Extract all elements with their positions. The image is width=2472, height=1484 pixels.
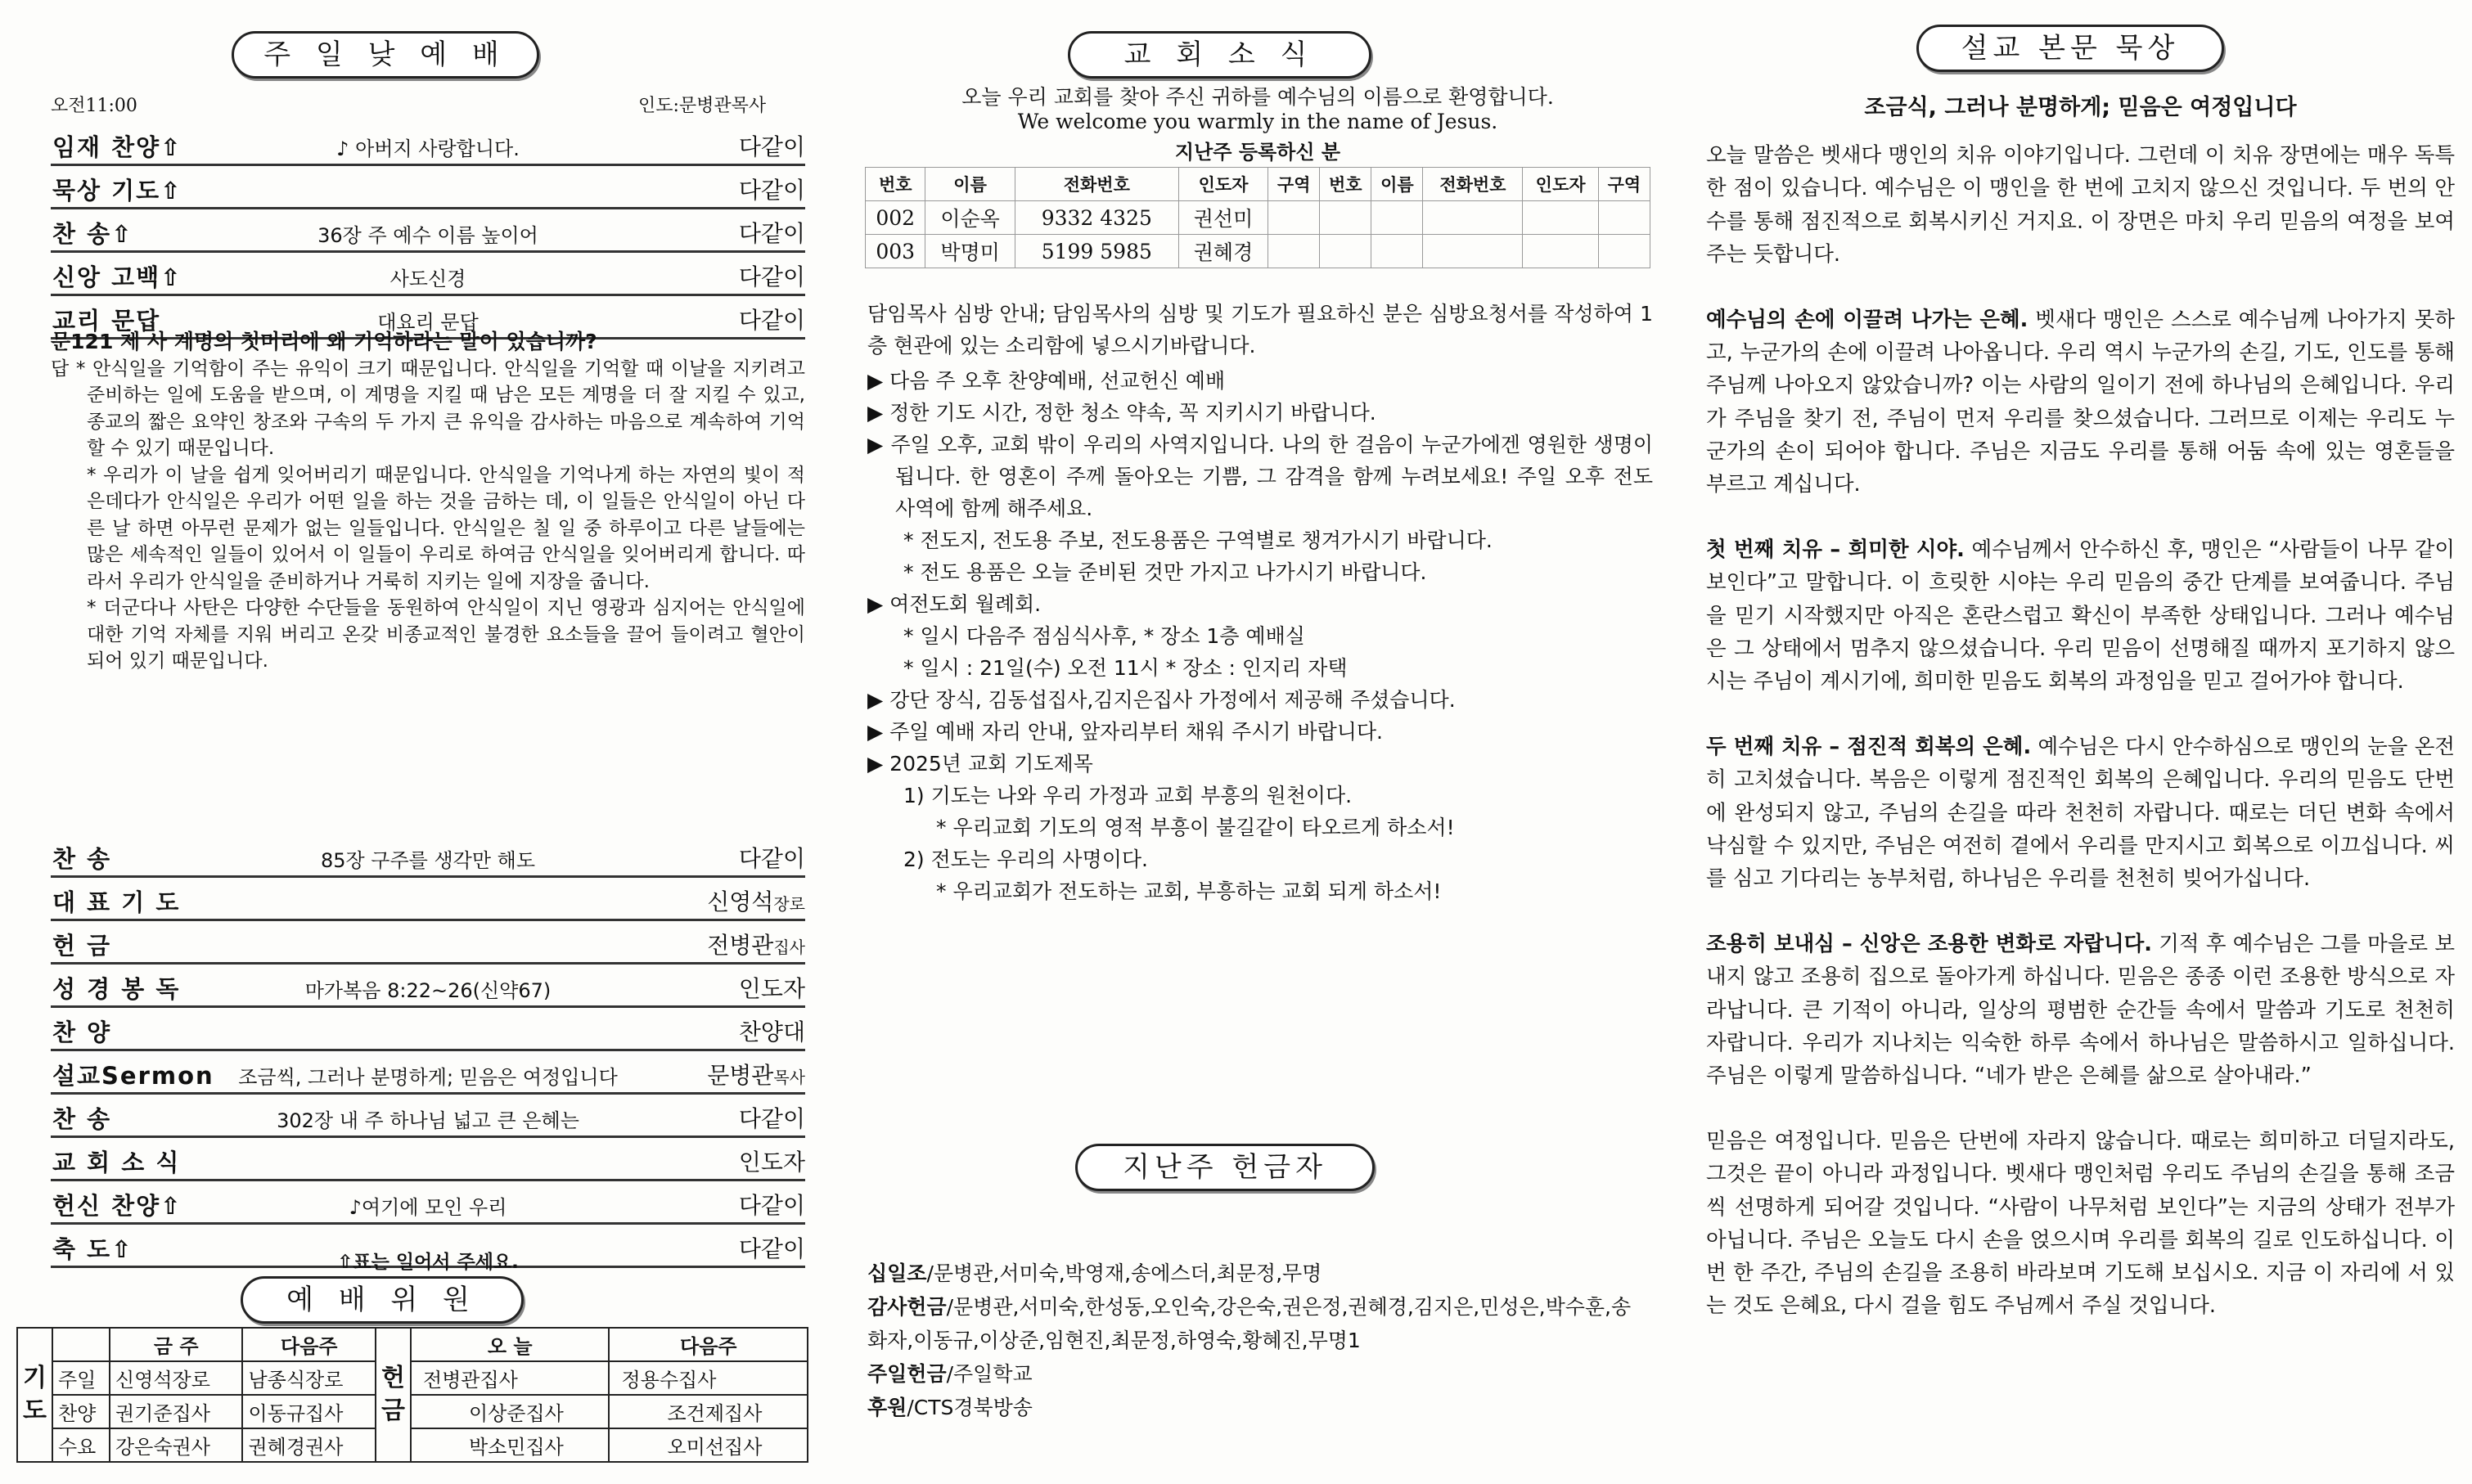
welcome-block (865, 85, 1650, 134)
catechism-question: 문121 제 사 계명의 첫머리에 왜 기억하라는 말이 있습니까? (51, 330, 597, 353)
catechism-answer-1: 답 * 안식일을 기억함이 주는 유익이 크기 때문입니다. 안식일을 기억할 때 이날을 지키려고 준비하는 일에 도움을 받으며, 이 계명을 지킬 때 남은 모든 계명을 더 잘 지킬 수 있고, 종교의 짧은 요약인 창조와 구속의 두 가지 큰 유익을 감사하는 마음으로 계속하여 기억할 수 있기 때문입니다. (51, 358, 805, 459)
meditation-paragraph (1706, 1125, 2455, 1322)
order-of-service-bottom (51, 834, 805, 1268)
order-label: 찬 송 (52, 845, 112, 873)
order-row (51, 921, 805, 965)
welcome-english: We welcome you warmly in the name of Jesus. (1017, 110, 1498, 133)
registration-cell: 003 (866, 235, 925, 268)
order-row (51, 1051, 805, 1095)
order-content: 대요리 문답 (377, 311, 479, 334)
registration-cell (1371, 201, 1423, 235)
order-label: 헌신 찬양⇧ (52, 1192, 182, 1220)
registration-cell: 박명미 (925, 235, 1015, 268)
order-label: 임재 찬양⇧ (52, 133, 182, 161)
order-responsible-name: 다같이 (738, 177, 805, 204)
meditation-paragraph (1706, 928, 2455, 1092)
order-label: 교 회 소 식 (52, 1149, 181, 1176)
duty-this: 권기준집사 (110, 1395, 242, 1428)
order-content: 85장 구주를 생각만 해도 (320, 849, 536, 872)
worship-leader: 인도:문병관목사 (638, 96, 767, 116)
catechism-answer-3: * 더군다나 사탄은 다양한 수단들을 동원하여 안식일이 지닌 영광과 심지어는 안식일에 대한 기억 자체를 지워 버리고 온갖 비종교적인 불경한 요소들을 끌어 들이려고 혈안이 되어 있기 때문입니다. (87, 597, 805, 672)
offering-item (867, 1391, 1645, 1424)
order-content: 조금씩, 그러나 분명하게; 믿음은 여정입니다 (238, 1066, 618, 1089)
order-label: 묵상 기도⇧ (52, 177, 182, 205)
registration-cell (1320, 201, 1371, 235)
registration-header: 인도자 (1178, 168, 1268, 201)
order-row (51, 123, 805, 166)
meditation-text: 예수님은 다시 안수하심으로 맹인의 눈을 온전히 고치셨습니다. 복음은 이렇게 점진적인 회복의 은혜입니다. 우리의 믿음도 단번에 완성되지 않고, 주님의 손길을 따라 천천히 자랍니다. 때로는 더딘 변화 속에서 낙심할 수 있지만, 주님은 여전히 곁에서 우리를 만지시고 회복으로 이끄십니다. 씨를 심고 기다리는 농부처럼, 하나님은 우리를 천천히 빚어가십니다. (1706, 735, 2455, 892)
order-responsible-name: 다같이 (738, 133, 805, 160)
registration-header: 구역 (1598, 168, 1650, 201)
order-responsible-name: 다같이 (738, 263, 805, 290)
registration-cell (1523, 201, 1598, 235)
registration-cell (1423, 235, 1523, 268)
duty-this: 강은숙권사 (110, 1428, 242, 1462)
registration-cell (1423, 201, 1523, 235)
order-content: ♪여기에 모인 우리 (349, 1196, 507, 1219)
order-label: 축 도⇧ (52, 1235, 133, 1263)
order-responsible (707, 928, 805, 960)
order-label: 찬 양 (52, 1019, 112, 1046)
duty-this: 신영석장로 (110, 1361, 242, 1395)
duty-today: 전병관집사 (411, 1361, 610, 1395)
duty-day: 주일 (52, 1361, 110, 1395)
order-responsible-name: 다같이 (738, 1235, 805, 1262)
duty-next-offering: 정용수집사 (609, 1361, 808, 1395)
order-responsible (739, 1144, 805, 1177)
duty-next: 남종식장로 (242, 1361, 375, 1395)
order-responsible-title: 장로 (773, 894, 805, 914)
offering-names: /주일학교 (946, 1362, 1033, 1386)
order-content: ♪ 아버지 사랑합니다. (336, 137, 520, 160)
order-row (51, 834, 805, 878)
news-item: * 우리교회 기도의 영적 부흥이 불길같이 타오르게 하소서! (936, 816, 1455, 839)
duty-day: 찬양 (52, 1395, 110, 1428)
meditation-body (1706, 92, 2455, 1356)
order-responsible-name: 인도자 (738, 975, 805, 1002)
registration-header: 번호 (1320, 168, 1371, 201)
registration-cell (1371, 235, 1423, 268)
order-content: 마가복음 8:22~26(신약67) (304, 979, 552, 1002)
offering-names: /CTS경북방송 (907, 1396, 1033, 1419)
registration-header: 전화번호 (1423, 168, 1523, 201)
order-label: 설교Sermon (52, 1062, 214, 1090)
worship-heading: 주 일 낮 예 배 (232, 31, 539, 79)
meditation-title: 조금식, 그러나 분명하게; 믿음은 여정입니다 (1864, 95, 2297, 120)
offering-item (867, 1357, 1645, 1391)
registration-cell (1523, 235, 1598, 268)
order-responsible-name: 다같이 (738, 845, 805, 872)
registration-cell: 이순옥 (925, 201, 1015, 235)
news-item: ▶ 2025년 교회 기도제목 (867, 752, 1093, 776)
order-label: 대 표 기 도 (52, 888, 181, 916)
duty-head-today: 오 늘 (411, 1328, 610, 1361)
registration-cell (1268, 201, 1320, 235)
catechism-answer-2: * 우리가 이 날을 쉽게 잊어버리기 때문입니다. 안식일을 기억나게 하는 자연의 빛이 적은데다가 안식일은 우리가 어떤 일을 하는 것을 금하는 데, 이 일들은 안식일이 아닌 다른 날 하면 아무런 문제가 없는 일들입니다. 안식일은 칠 일 중 하루이고 다른 날들에는 많은 세속적인 일들이 있어서 이 일들이 우리로 하여금 안식일을 잊어버리게 합니다. 따라서 우리가 안식일을 준비하거나 거룩히 지키는 일에 지장을 줍니다. (87, 464, 805, 592)
registration-cell: 권선미 (1178, 201, 1268, 235)
registration-cell (1598, 235, 1650, 268)
meditation-text: 예수님께서 안수하신 후, 맹인은 “사람들이 나무 같이 보인다”고 말합니다. 이 흐릿한 시야는 우리 믿음의 중간 단계를 보여줍니다. 주님을 믿기 시작했지만 아직은 혼란스럽고 확신이 부족한 상태입니다. 그러나 예수님은 그 상태에서 멈추지 않으셨습니다. 우리 믿음이 선명해질 때까지 포기하지 않으시는 주님이 계시기에, 희미한 믿음도 회복의 과정임을 믿고 걸어가야 합니다. (1706, 537, 2455, 695)
order-content: 사도신경 (389, 268, 466, 290)
order-responsible (739, 216, 805, 249)
duty-day: 수요 (52, 1428, 110, 1462)
duty-head-next: 다음주 (242, 1328, 375, 1361)
order-content: 36장 주 예수 이름 높이어 (317, 224, 538, 247)
order-responsible-name: 다같이 (738, 1105, 805, 1132)
registration-cell (1320, 235, 1371, 268)
offering-names: /문병관,서미숙,박영재,송에스더,최문정,무명 (926, 1261, 1322, 1285)
registration-header: 전화번호 (1015, 168, 1178, 201)
order-responsible (739, 129, 805, 162)
order-responsible-name: 찬양대 (738, 1019, 805, 1046)
order-label: 신앙 고백⇧ (52, 263, 182, 291)
meditation-text: 벳새다 맹인은 스스로 예수님께 나아가지 못하고, 누군가의 손에 이끌려 나아옵니다. 우리 역시 누군가의 손길, 기도, 인도를 통해 주님께 나아오지 않았습니까? 이는 사람의 일이기 전에 하나님의 은혜입니다. 우리가 주님을 찾기 전, 주님이 먼저 우리를 찾으셨습니다. 그러므로 이제는 우리도 누군가의 손이 되어야 합니다. 주님은 지금도 우리를 통해 어둠 속에 있는 영혼들을 부르고 계십니다. (1706, 308, 2455, 497)
order-row (51, 1181, 805, 1225)
news-item: ▶ 여전도회 월례회. (867, 592, 1042, 616)
meditation-text: 믿음은 여정입니다. 믿음은 단번에 자라지 않습니다. 때로는 희미하고 더딜지라도, 그것은 끝이 아니라 과정입니다. 벳새다 맹인처럼 우리도 주님의 손길을 통해 조금씩 선명하게 되어갈 것입니다. “사람이 나무처럼 보인다”는 지금의 상태가 전부가 아닙니다. 주님은 오늘도 다시 손을 얹으시며 우리를 회복의 길로 인도하십니다. 이번 한 주간, 주님의 손길을 조용히 바라보며 기도해 보십시오. 지금 이 자리에 서 있는 것도 은혜요, 다시 걸을 힘도 주님께서 주실 것입니다. (1706, 1129, 2455, 1319)
order-label: 교리 문답 (52, 307, 161, 335)
news-item: * 일시 다음주 점심식사후, * 장소 1층 예배실 (903, 624, 1305, 648)
offering-names: /문병관,서미숙,한성동,오인숙,강은숙,권은정,권혜경,김지은,민성은,박수훈,송화자,이동규,이상준,임현진,최문정,하영숙,황혜진,무명1 (867, 1295, 1632, 1352)
duty-head-next2: 다음주 (609, 1328, 808, 1361)
order-content: 302장 내 주 하나님 넓고 큰 은혜는 (277, 1109, 579, 1132)
registration-cell (1598, 201, 1650, 235)
order-row (51, 1008, 805, 1051)
registration-header: 구역 (1268, 168, 1320, 201)
registration-header: 인도자 (1523, 168, 1598, 201)
news-item: ▶ 정한 기도 시간, 정한 청소 약속, 꼭 지키시기 바랍니다. (867, 401, 1376, 425)
meditation-paragraph (1706, 304, 2455, 501)
order-row (51, 878, 805, 921)
meditation-subheading: 예수님의 손에 이끌려 나가는 은혜. (1706, 308, 2028, 333)
order-row (51, 209, 805, 253)
duty-next: 권혜경권사 (242, 1428, 375, 1462)
stand-note: ⇧표는 일어서 주세요. (337, 1252, 519, 1273)
meditation-text: 오늘 말씀은 벳새다 맹인의 치유 이야기입니다. 그런데 이 치유 장면에는 매우 독특한 점이 있습니다. 예수님은 이 맹인을 한 번에 고치지 않으신 것입니다. 두 번의 안수를 통해 점진적으로 회복시키신 거지요. 이 장면은 마치 우리 믿음의 여정을 보여주는 듯합니다. (1706, 143, 2455, 267)
news-item: ▶ 강단 장식, 김동섭집사,김지은집사 가정에서 제공해 주셨습니다. (867, 688, 1456, 712)
order-label: 찬 송 (52, 1105, 112, 1133)
duty-today: 이상준집사 (411, 1395, 610, 1428)
duty-heading: 예 배 위 원 (241, 1276, 524, 1324)
registration-cell (1268, 235, 1320, 268)
offering-category: 주일헌금 (867, 1362, 947, 1386)
order-row (51, 166, 805, 209)
catechism-section (51, 329, 805, 675)
duty-next-offering: 오미선집사 (609, 1428, 808, 1462)
news-list (867, 298, 1653, 907)
news-item: * 일시 : 21일(수) 오전 11시 * 장소 : 인지리 자택 (903, 656, 1348, 680)
news-heading: 교 회 소 식 (1068, 31, 1371, 79)
order-responsible-name: 신영석 (707, 888, 774, 915)
duty-next: 이동규집사 (242, 1395, 375, 1428)
meditation-text: 기적 후 예수님은 그를 마을로 보내지 않고 조용히 집으로 돌아가게 하십니다. 믿음은 종종 이런 조용한 방식으로 자라납니다. 큰 기적이 아니라, 일상의 평범한 순간들 속에서 말씀과 기도로 천천히 자랍니다. 우리가 지나치는 익숙한 하루 속에서 하나님은 말씀하시고 일하십니다. 주님은 이렇게 말씀하십니다. “네가 받은 은혜를 삶으로 살아내라.” (1706, 932, 2455, 1089)
meditation-paragraph (1706, 731, 2455, 895)
order-responsible (739, 1101, 805, 1134)
order-label: 헌 금 (52, 932, 112, 960)
duty-prayer-label: 기도 (17, 1328, 52, 1462)
meditation-subheading: 두 번째 치유 – 점진적 회복의 은혜. (1706, 735, 2032, 760)
order-responsible-title: 목사 (773, 1068, 805, 1087)
duty-offering-label: 헌금 (376, 1328, 411, 1462)
order-responsible (739, 1014, 805, 1047)
meditation-subheading: 첫 번째 치유 – 희미한 시야. (1706, 537, 1965, 563)
meditation-subheading: 조용히 보내심 – 신앙은 조용한 변화로 자랍니다. (1706, 932, 2152, 957)
offering-item (867, 1257, 1645, 1290)
meditation-heading: 설교 본문 묵상 (1916, 25, 2224, 72)
meditation-paragraph (1706, 533, 2455, 698)
news-item: 담임목사 심방 안내; 담임목사의 심방 및 기도가 필요하신 분은 심방요청서를 작성하여 1층 현관에 있는 소리함에 넣으시기바랍니다. (867, 302, 1653, 358)
order-responsible-name: 문병관 (707, 1062, 774, 1089)
order-label: 성 경 봉 독 (52, 975, 181, 1003)
registration-title: 지난주 등록하신 분 (1174, 141, 1341, 164)
news-item: 1) 기도는 나와 우리 가정과 교회 부흥의 원천이다. (903, 784, 1353, 807)
news-item: * 전도 용품은 오늘 준비된 것만 가지고 나가시기 바랍니다. (903, 560, 1427, 584)
news-item: ▶ 다음 주 오후 찬양예배, 선교헌신 예배 (867, 369, 1226, 393)
news-item: * 우리교회가 전도하는 교회, 부흥하는 교회 되게 하소서! (936, 879, 1442, 903)
order-row (51, 253, 805, 296)
meditation-paragraph (1706, 139, 2455, 271)
order-responsible-name: 전병관 (707, 932, 774, 959)
registration-table (865, 167, 1650, 268)
news-item: ▶ 주일 예배 자리 안내, 앞자리부터 채워 주시기 바랍니다. (867, 720, 1383, 744)
news-item: 2) 전도는 우리의 사명이다. (903, 848, 1148, 871)
order-responsible (739, 1188, 805, 1221)
order-label: 찬 송⇧ (52, 220, 133, 248)
worship-duty-table (16, 1327, 808, 1463)
order-responsible-title: 집사 (773, 938, 805, 957)
order-row (51, 965, 805, 1008)
registration-cell: 권혜경 (1178, 235, 1268, 268)
registration-header: 번호 (866, 168, 925, 201)
registration-cell: 5199 5985 (1015, 235, 1178, 268)
registration-cell: 002 (866, 201, 925, 235)
registration-header: 이름 (1371, 168, 1423, 201)
order-responsible (739, 971, 805, 1004)
offering-category: 후원 (867, 1396, 907, 1419)
duty-today: 박소민집사 (411, 1428, 610, 1462)
order-responsible (739, 841, 805, 874)
offering-list (867, 1257, 1645, 1424)
order-responsible-name: 인도자 (738, 1149, 805, 1176)
offering-item (867, 1290, 1645, 1357)
order-responsible-name: 다같이 (738, 220, 805, 247)
order-responsible (707, 1058, 805, 1091)
worship-time: 오전11:00 (51, 96, 137, 116)
order-row (51, 1095, 805, 1138)
order-of-service-top (51, 123, 805, 340)
duty-head-this: 금 주 (110, 1328, 242, 1361)
duty-next-offering: 조건제집사 (609, 1395, 808, 1428)
registration-header: 이름 (925, 168, 1015, 201)
offering-category: 감사헌금 (867, 1295, 947, 1319)
news-item: ▶ 주일 오후, 교회 밖이 우리의 사역지입니다. 나의 한 걸음이 누군가에겐 영원한 생명이 됩니다. 한 영혼이 주께 돌아오는 기쁨, 그 감격을 함께 누려보세요! 주일 오후 전도 사역에 함께 해주세요. (867, 433, 1653, 520)
order-responsible-name: 다같이 (738, 1192, 805, 1219)
offering-heading: 지난주 헌금자 (1075, 1144, 1375, 1191)
registration-cell: 9332 4325 (1015, 201, 1178, 235)
order-responsible (739, 173, 805, 205)
order-row (51, 1138, 805, 1181)
news-item: * 전도지, 전도용 주보, 전도용품은 구역별로 챙겨가시기 바랍니다. (903, 528, 1493, 552)
offering-category: 십일조 (867, 1261, 927, 1285)
welcome-korean: 오늘 우리 교회를 찾아 주신 귀하를 예수님의 이름으로 환영합니다. (961, 85, 1554, 109)
order-responsible (707, 884, 805, 917)
order-responsible-name: 다같이 (738, 307, 805, 334)
order-responsible (739, 259, 805, 292)
